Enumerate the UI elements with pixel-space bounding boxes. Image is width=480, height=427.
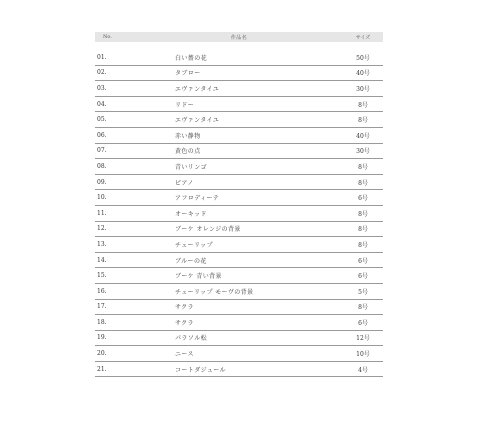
table-row bbox=[95, 253, 383, 269]
row-number: 11. bbox=[97, 209, 107, 217]
table-header bbox=[95, 32, 383, 42]
row-title: オーキッド bbox=[175, 210, 207, 218]
row-number: 18. bbox=[97, 318, 107, 326]
row-title: タブロー bbox=[175, 70, 201, 78]
table-row bbox=[95, 268, 383, 284]
table-row bbox=[95, 237, 383, 253]
table-row bbox=[95, 190, 383, 206]
row-title: 青いリンゴ bbox=[175, 163, 208, 171]
row-title: サクラ bbox=[175, 319, 194, 327]
row-title: ピアノ bbox=[175, 179, 194, 187]
row-title: サクラ bbox=[175, 304, 194, 312]
row-size: 40号 bbox=[356, 132, 370, 140]
row-size: 30号 bbox=[356, 85, 370, 93]
row-size: 6号 bbox=[358, 319, 368, 327]
table-row bbox=[95, 66, 383, 82]
table-row bbox=[95, 315, 383, 331]
row-number: 09. bbox=[97, 178, 107, 186]
row-number: 08. bbox=[97, 162, 107, 170]
table-row bbox=[95, 128, 383, 144]
row-title: アフロディーテ bbox=[175, 195, 220, 203]
table-row bbox=[95, 346, 383, 362]
header-size: サイズ bbox=[355, 34, 371, 41]
row-number: 06. bbox=[97, 131, 107, 139]
row-size: 30号 bbox=[356, 148, 370, 156]
row-size: 6号 bbox=[358, 195, 368, 203]
table-row bbox=[95, 144, 383, 160]
table-row bbox=[95, 206, 383, 222]
row-size: 5号 bbox=[358, 288, 368, 296]
row-size: 8号 bbox=[358, 226, 368, 234]
table-row bbox=[95, 81, 383, 97]
table-row bbox=[95, 284, 383, 300]
row-title: パラソル松 bbox=[175, 335, 208, 343]
row-size: 4号 bbox=[358, 366, 368, 374]
row-size: 10号 bbox=[356, 351, 370, 359]
row-title: チューリップ モーヴの背景 bbox=[175, 288, 254, 296]
row-size: 40号 bbox=[356, 70, 370, 78]
row-title: ブルーの花 bbox=[175, 257, 207, 265]
row-title: チューリップ bbox=[175, 241, 213, 249]
row-size: 8号 bbox=[358, 241, 368, 249]
row-number: 20. bbox=[97, 350, 107, 358]
row-number: 19. bbox=[97, 334, 107, 342]
row-number: 17. bbox=[97, 303, 107, 311]
row-title: 白い薔の花 bbox=[175, 54, 208, 62]
row-number: 07. bbox=[97, 147, 107, 155]
row-number: 01. bbox=[97, 53, 107, 61]
row-title: ブーケ 青い背景 bbox=[175, 273, 222, 281]
table-row bbox=[95, 300, 383, 316]
row-number: 10. bbox=[97, 194, 107, 202]
row-size: 6号 bbox=[358, 273, 368, 281]
row-number: 15. bbox=[97, 272, 107, 280]
row-title: リドー bbox=[175, 101, 195, 109]
table-row bbox=[95, 362, 383, 378]
table-body bbox=[95, 50, 383, 377]
row-size: 50号 bbox=[356, 54, 370, 62]
table-row bbox=[95, 97, 383, 113]
row-size: 8号 bbox=[358, 101, 368, 109]
row-number: 03. bbox=[97, 84, 107, 92]
row-size: 6号 bbox=[358, 257, 368, 265]
row-number: 21. bbox=[97, 365, 107, 373]
row-number: 05. bbox=[97, 116, 107, 124]
row-number: 16. bbox=[97, 287, 107, 295]
row-title: 黄色の点 bbox=[175, 148, 201, 156]
row-number: 14. bbox=[97, 256, 107, 264]
row-size: 8号 bbox=[358, 210, 368, 218]
row-number: 02. bbox=[97, 69, 107, 77]
row-number: 12. bbox=[97, 225, 107, 233]
row-size: 8号 bbox=[358, 163, 368, 171]
row-title: コートダジュール bbox=[175, 366, 226, 374]
row-title: エヴァンタイユ bbox=[175, 85, 220, 93]
artwork-table bbox=[95, 32, 383, 377]
row-number: 04. bbox=[97, 100, 107, 108]
row-size: 12号 bbox=[356, 335, 370, 343]
table-row bbox=[95, 159, 383, 175]
table-row bbox=[95, 175, 383, 191]
header-title: 作品名 bbox=[230, 34, 248, 41]
header-no: No. bbox=[103, 34, 112, 40]
row-size: 8号 bbox=[358, 179, 368, 187]
table-row bbox=[95, 222, 383, 238]
row-number: 13. bbox=[97, 240, 107, 248]
row-title: 赤い静物 bbox=[175, 132, 201, 140]
row-title: ブーケ オレンジの背景 bbox=[175, 226, 241, 234]
row-size: 8号 bbox=[358, 304, 368, 312]
row-title: エヴァンタイユ bbox=[175, 117, 220, 125]
table-row bbox=[95, 50, 383, 66]
row-size: 8号 bbox=[358, 117, 368, 125]
table-row bbox=[95, 331, 383, 347]
row-title: ニース bbox=[175, 351, 194, 359]
table-row bbox=[95, 112, 383, 128]
